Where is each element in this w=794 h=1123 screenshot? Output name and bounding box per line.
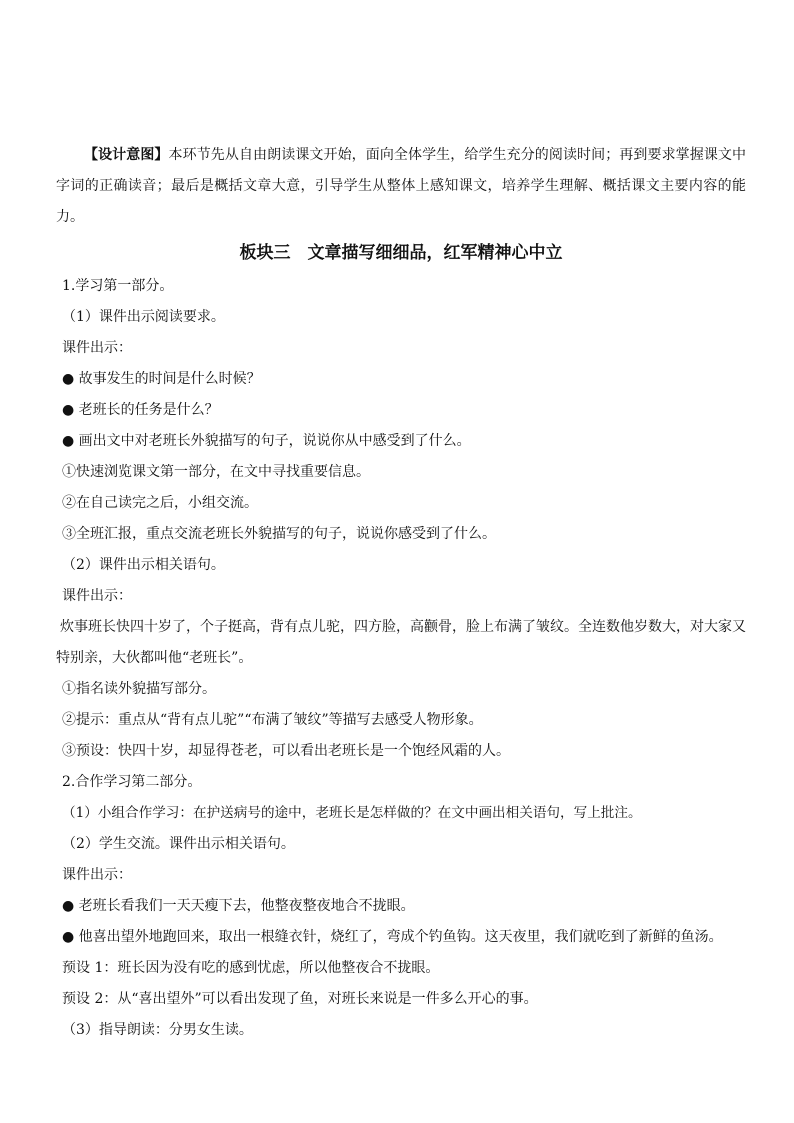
bullet-item: ● 故事发生的时间是什么时候？ xyxy=(56,364,746,395)
courseware-label: 课件出示： xyxy=(62,588,132,604)
numbered-item: ①指名读外貌描写部分。 xyxy=(62,681,216,697)
courseware-label: 课件出示： xyxy=(62,340,132,356)
sub-step: （1）小组合作学习：在护送病号的途中，老班长是怎样做的？在文中画出相关语句，写上批注。 xyxy=(62,805,642,821)
sub-step: （1）课件出示阅读要求。 xyxy=(62,309,225,325)
step-heading: 1.学习第一部分。 xyxy=(62,278,174,294)
preset-answer: 预设 2：从“喜出望外”可以看出发现了鱼，对班长来说是一件多么开心的事。 xyxy=(62,991,538,1007)
bullet-item: ● 老班长看我们一天天瘦下去，他整夜整夜地合不拢眼。 xyxy=(56,891,746,922)
numbered-item: ②提示：重点从“背有点儿驼”“布满了皱纹”等描写去感受人物形象。 xyxy=(62,712,483,728)
preset-answer: 预设 1：班长因为没有吃的感到忧虑，所以他整夜合不拢眼。 xyxy=(62,960,440,976)
step-heading: 2.合作学习第二部分。 xyxy=(62,774,202,790)
sub-step: （2）学生交流。课件出示相关语句。 xyxy=(62,836,295,852)
numbered-item: ①快速浏览课文第一部分，在文中寻找重要信息。 xyxy=(62,464,370,480)
numbered-item: ③全班汇报，重点交流老班长外貌描写的句子，说说你感受到了什么。 xyxy=(62,526,496,542)
numbered-item: ②在自己读完之后，小组交流。 xyxy=(62,495,258,511)
numbered-item: ③预设：快四十岁，却显得苍老，可以看出老班长是一个饱经风霜的人。 xyxy=(62,743,510,759)
document-body xyxy=(56,140,746,1046)
bullet-item: ● 他喜出望外地跑回来，取出一根缝衣针，烧红了，弯成个钓鱼钩。这天夜里，我们就吃到了新鲜的鱼汤。 xyxy=(56,922,746,953)
design-intent-label: 【设计意图】 xyxy=(84,147,169,163)
bullet-item: ● 画出文中对老班长外貌描写的句子，说说你从中感受到了什么。 xyxy=(56,426,746,457)
section-title: 板块三 文章描写细细品，红军精神心中立 xyxy=(239,243,563,263)
bullet-item: ● 老班长的任务是什么？ xyxy=(56,395,746,426)
courseware-label: 课件出示： xyxy=(62,867,132,883)
sub-step: （2）课件出示相关语句。 xyxy=(62,557,225,573)
design-intent-text: 本环节先从自由朗读课文开始，面向全体学生，给学生充分的阅读时间；再到要求掌握课文中字词的正确读音；最后是概括文章大意，引导学生从整体上感知课文，培养学生理解、概括课文主要内容的能力。 xyxy=(56,147,747,225)
design-intent-paragraph xyxy=(56,140,746,233)
sub-step: （3）指导朗读：分男女生读。 xyxy=(62,1022,253,1038)
quoted-passage: 炊事班长快四十岁了，个子挺高，背有点儿驼，四方脸，高颧骨，脸上布满了皱纹。全连数他岁数大，对大家又特别亲，大伙都叫他“老班长”。 xyxy=(56,619,746,666)
